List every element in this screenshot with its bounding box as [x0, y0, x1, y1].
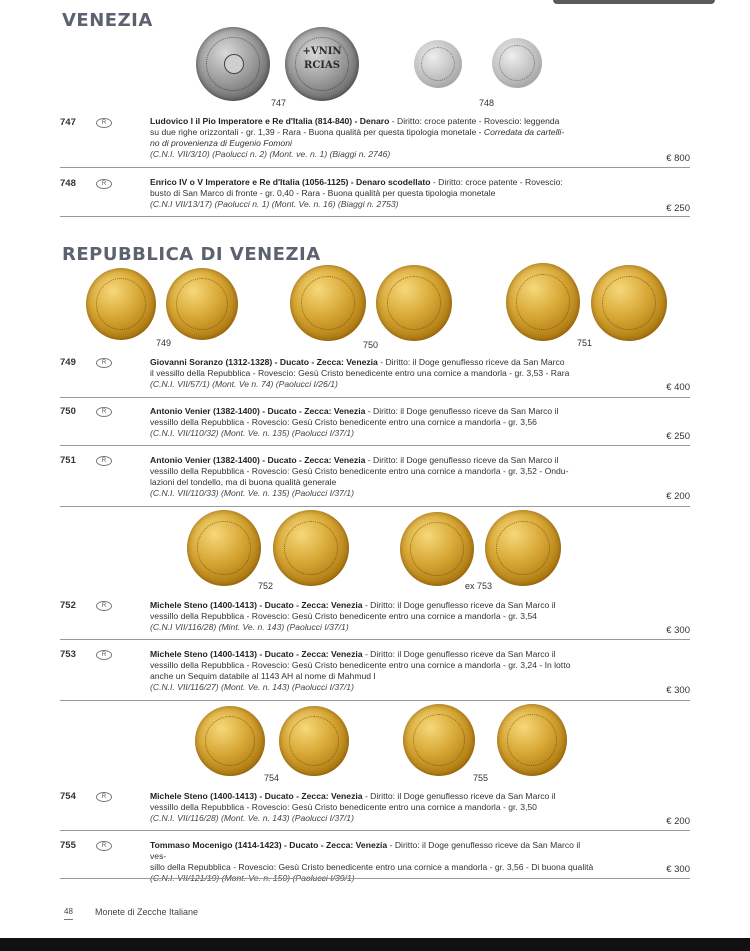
coin-label-755: 755	[473, 773, 489, 783]
lot-rarity-icon: R	[96, 358, 112, 368]
lot-price-748: € 250	[666, 203, 690, 214]
lot-rarity-icon: R	[96, 407, 112, 417]
coin-753-obverse	[400, 512, 474, 586]
lot-number-751: 751	[60, 455, 76, 466]
lot-price-747: € 800	[666, 153, 690, 164]
footer-catalog-title: Monete di Zecche Italiane	[95, 907, 199, 917]
coin-750-obverse	[290, 265, 366, 341]
lot-divider	[60, 167, 690, 168]
coin-748-obverse	[414, 40, 462, 88]
lot-price-753: € 300	[666, 685, 690, 696]
lot-price-749: € 400	[666, 382, 690, 393]
lot-rarity-icon: R	[96, 841, 112, 851]
section-title-repubblica-di-venezia: REPUBBLICA DI VENEZIA	[62, 244, 321, 265]
coin-label-754: 754	[264, 773, 280, 783]
lot-description-752: Michele Steno (1400-1413) - Ducato - Zecca: Venezia - Diritto: il Doge genuflesso riceve da San Marco il vessillo della Repubblica - Rovescio: Gesù Cristo benedicente entro una cornice a mandorla - gr. 3,54 (C.N.I VII/116/28) (Mint. Ve. n. 143) (Paolucci I/37/1)	[150, 600, 556, 632]
lot-description-754: Michele Steno (1400-1413) - Ducato - Zecca: Venezia - Diritto: il Doge genuflesso riceve da San Marco il vessillo della Repubblica - Rovescio: Gesù Cristo benedicente entro una cornice a mandorla - gr. 3,50 (C.N.I. VII/116/28) (Mont. Ve. n. 143) (Paolucci I/37/1)	[150, 791, 556, 823]
lot-divider	[60, 506, 690, 507]
coin-label-747: 747	[271, 98, 287, 108]
page-number: 48	[64, 907, 73, 920]
lot-rarity-icon: R	[96, 179, 112, 189]
lot-price-755: € 300	[666, 864, 690, 875]
section-title-venezia: VENEZIA	[62, 10, 153, 31]
lot-description-750: Antonio Venier (1382-1400) - Ducato - Zecca: Venezia - Diritto: il Doge genuflesso riceve da San Marco il vessillo della Repubblica - Rovescio: Gesù Cristo benedicente entro una cornice a mandorla - gr. 3,56 (C.N.I. VII/110/32) (Mont. Ve. n. 135) (Paolucci I/37/1)	[150, 406, 559, 438]
coin-752-reverse	[273, 510, 349, 586]
coin-legend-line-2: RCIAS	[304, 60, 340, 71]
lot-number-752: 752	[60, 600, 76, 611]
coin-750-reverse	[376, 265, 452, 341]
lot-number-755: 755	[60, 840, 76, 851]
coin-747-obverse	[196, 27, 270, 101]
lot-number-749: 749	[60, 357, 76, 368]
lot-rarity-icon: R	[96, 601, 112, 611]
lot-rarity-icon: R	[96, 650, 112, 660]
coin-754-reverse	[279, 706, 349, 776]
lot-divider	[60, 830, 690, 831]
lot-description-751: Antonio Venier (1382-1400) - Ducato - Zecca: Venezia - Diritto: il Doge genuflesso riceve da San Marco il vessillo della Repubblica - Rovescio: Gesù Cristo benedicente entro una cornice a mandorla - gr. 3,52 - Ondu- lazioni del tondello, ma di buona qualità generale (C.N.I. VII/110/33) (Mont. Ve. n. 135) (Paolucci I/37/1)	[150, 455, 569, 498]
lot-number-753: 753	[60, 649, 76, 660]
lot-price-751: € 200	[666, 491, 690, 502]
lot-description-755: Tommaso Mocenigo (1414-1423) - Ducato - Zecca: Venezia - Diritto: il Doge genuflesso riceve da San Marco il ves- sillo della Repubblica - Rovescio: Gesù Cristo benedicente entro una cornice a mandorla - gr. 3,56 - Di buona qualità (C.N.I. VII/121/19) (Mont. Ve. n. 150) (Paolucci I/39/1)	[150, 840, 594, 883]
coin-label-752: 752	[258, 581, 274, 591]
coin-755-reverse	[497, 704, 567, 776]
lot-divider	[60, 700, 690, 701]
lot-description-748: Enrico IV o V Imperatore e Re d'Italia (1056-1125) - Denaro scodellato - Diritto: croce patente - Rovescio: busto di San Marco di fronte - gr. 0,40 - Rara - Buona qualità per questa tipologia monetale (C.N.I VII/13/17) (Paolucci n. 1) (Mont. Ve. n. 16) (Biaggi n. 2753)	[150, 177, 563, 209]
lot-rarity-icon: R	[96, 792, 112, 802]
coin-751-reverse	[591, 265, 667, 341]
lot-rarity-icon: R	[96, 456, 112, 466]
lot-description-749: Giovanni Soranzo (1312-1328) - Ducato - Zecca: Venezia - Diritto: il Doge genuflesso riceve da San Marco il vessillo della Repubblica - Rovescio: Gesù Cristo benedicente entro una cornice a mandorla - gr. 3,53 - Rara (C.N.I. VII/57/1) (Mont. Ve n. 74) (Paolucci I/26/1)	[150, 357, 570, 389]
lot-rarity-icon: R	[96, 118, 112, 128]
coin-legend-line-1: +VNIN	[302, 46, 342, 57]
lot-divider	[60, 878, 690, 879]
lot-price-750: € 250	[666, 431, 690, 442]
lot-number-750: 750	[60, 406, 76, 417]
coin-753-reverse	[485, 510, 561, 586]
lot-price-752: € 300	[666, 625, 690, 636]
bottom-screen-edge	[0, 938, 750, 951]
coin-749-reverse	[166, 268, 238, 340]
coin-label-748: 748	[479, 98, 495, 108]
coin-749-obverse	[86, 268, 156, 340]
lot-divider	[60, 445, 690, 446]
lot-divider	[60, 397, 690, 398]
lot-number-754: 754	[60, 791, 76, 802]
coin-751-obverse	[506, 263, 580, 341]
lot-number-747: 747	[60, 117, 76, 128]
lot-price-754: € 200	[666, 816, 690, 827]
lot-number-748: 748	[60, 178, 76, 189]
coin-label-749: 749	[156, 338, 172, 348]
lot-description-753: Michele Steno (1400-1413) - Ducato - Zecca: Venezia - Diritto: il Doge genuflesso riceve da San Marco il vessillo della Repubblica - Rovescio: Gesù Cristo benedicente entro una cornice a mandorla - gr. 3,24 - In lotto anche un Sequim databile al 1143 AH al nome di Mahmud I (C.N.I. VII/116/27) (Mont. Ve. n. 143) (Paolucci I/37/1)	[150, 649, 571, 692]
top-toolbar-edge	[553, 0, 715, 4]
lot-divider	[60, 216, 690, 217]
coin-label-751: 751	[577, 338, 593, 348]
coin-label-ex-753: ex 753	[465, 581, 493, 591]
coin-754-obverse	[195, 706, 265, 776]
coin-747-reverse	[285, 27, 359, 101]
coin-label-750: 750	[363, 340, 379, 350]
coin-748-reverse	[492, 38, 542, 88]
coin-752-obverse	[187, 510, 261, 586]
coin-755-obverse	[403, 704, 475, 776]
lot-description-747: Ludovico I il Pio Imperatore e Re d'Italia (814-840) - Denaro - Diritto: croce patente - Rovescio: leggenda su due righe orizzontali - gr. 1,39 - Rara - Buona qualità per questa tipologia monetale - Corredata da cartelli- no di provenienza di Eugenio Fomoni (C.N.I. VII/3/10) (Paolucci n. 2) (Mont. ve. n. 1) (Biaggi n. 2746)	[150, 116, 565, 159]
lot-divider	[60, 639, 690, 640]
